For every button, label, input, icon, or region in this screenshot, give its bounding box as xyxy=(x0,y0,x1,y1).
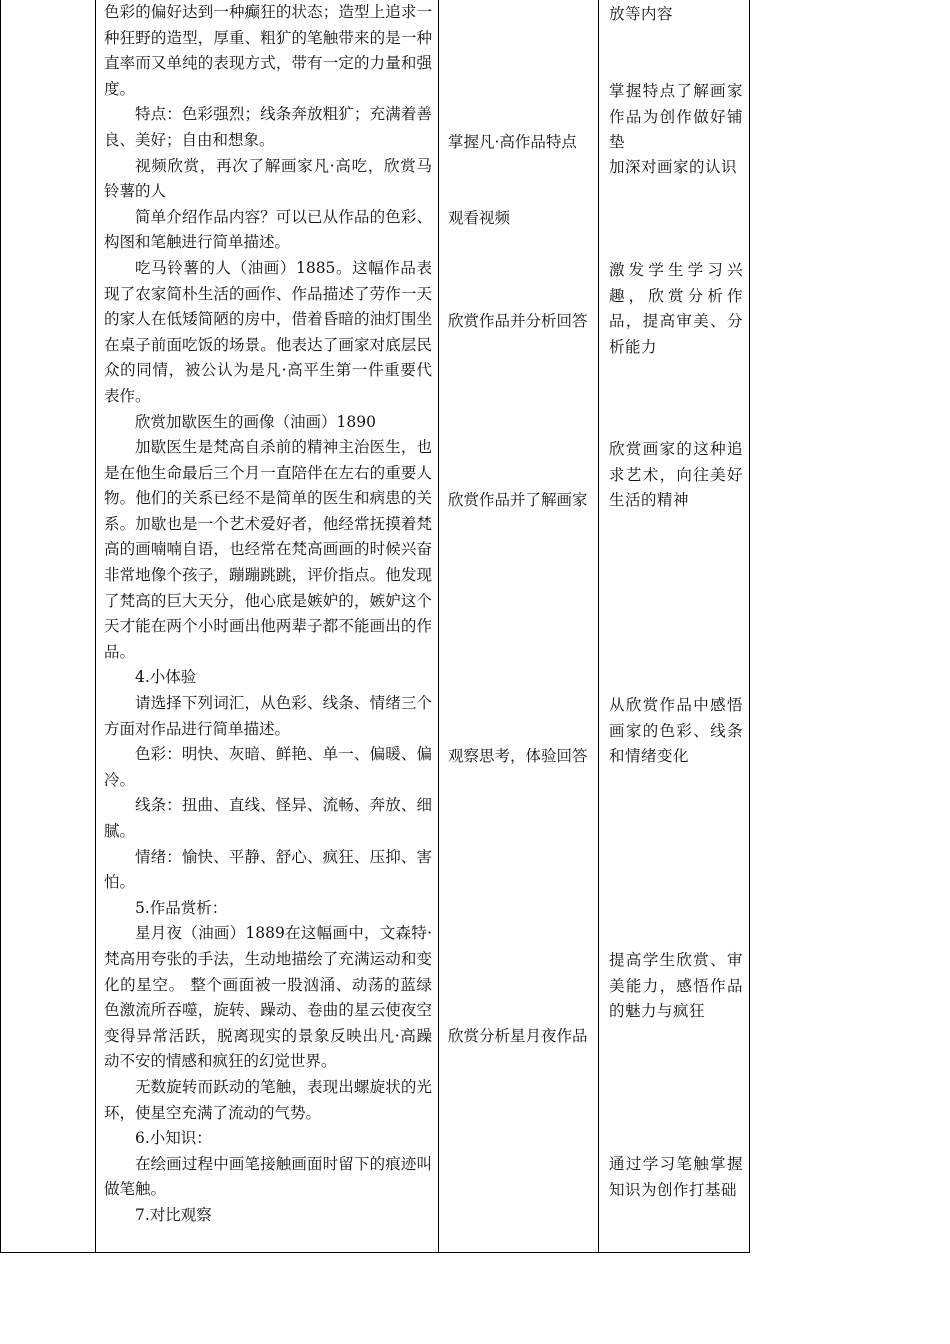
table-border-right xyxy=(749,0,750,1252)
content-paragraph: 情绪：愉快、平静、舒心、疯狂、压抑、害怕。 xyxy=(104,847,432,892)
content-paragraph: 请选择下列词汇，从色彩、线条、情绪三个方面对作品进行简单描述。 xyxy=(104,694,432,738)
content-paragraph: 色彩的偏好达到一种癫狂的状态；造型上追求一种狂野的造型，厚重、粗犷的笔触带来的是一种直率而又单纯的表现方式，带有一定的力量和强度。 xyxy=(104,3,432,98)
section-heading: 6.小知识： xyxy=(135,1129,212,1148)
content-paragraph: 在绘画过程中画笔接触画面时留下的痕迹叫做笔触。 xyxy=(104,1154,432,1199)
section-heading: 7.对比观察 xyxy=(135,1205,212,1224)
section-heading: 5.作品赏析： xyxy=(135,898,228,917)
teaching-content-column xyxy=(104,0,432,1229)
design-intent-column xyxy=(609,0,743,1252)
content-paragraph: 星月夜（油画）1889在这幅画中，文森特·梵高用夸张的手法，生动地描绘了充满运动和变化的星空。 整个画面被一股汹涌、动荡的蓝绿色激流所吞噬，旋转、躁动、卷曲的星云使夜空变得异常活跃，脱离现实的景象反映出凡·高躁动不安的情感和疯狂的幻觉世界。 xyxy=(104,924,432,1071)
table-divider-2 xyxy=(438,0,439,1252)
content-paragraph: 线条：扭曲、直线、怪异、流畅、奔放、细腻。 xyxy=(104,796,432,840)
table-divider-3 xyxy=(598,0,599,1252)
content-paragraph: 无数旋转而跃动的笔触，表现出螺旋状的光环，使星空充满了流动的气势。 xyxy=(104,1077,432,1122)
content-paragraph: 吃马铃薯的人（油画）1885。这幅作品表现了农家简朴生活的画作、作品描述了劳作一天的家人在低矮简陋的房中，借着昏暗的油灯围坐在桌子前面吃饭的场景。他表达了画家对底层民众的同情，被公认为是凡·高平生第一件重要代表作。 xyxy=(104,258,432,405)
content-paragraph: 色彩：明快、灰暗、鲜艳、单一、偏暖、偏冷。 xyxy=(104,745,432,789)
design-intent: 掌握特点了解画家作品为创作做好铺垫 xyxy=(609,82,743,152)
student-activity: 掌握凡·高作品特点 xyxy=(448,133,577,151)
section-heading: 4.小体验 xyxy=(135,668,197,687)
student-activity: 观察思考，体验回答 xyxy=(448,747,588,765)
student-activity: 欣赏作品并分析回答 xyxy=(448,312,588,330)
student-activity: 观看视频 xyxy=(448,209,511,227)
content-paragraph: 视频欣赏，再次了解画家凡·高吃，欣赏马铃薯的人 xyxy=(104,156,432,201)
design-intent: 激发学生学习兴趣，欣赏分析作品，提高审美、分析能力 xyxy=(609,261,743,356)
table-border-left xyxy=(0,0,1,1252)
design-intent: 加深对画家的认识 xyxy=(609,158,738,176)
student-activity: 欣赏作品并了解画家 xyxy=(448,491,588,509)
content-paragraph: 加歇医生是梵高自杀前的精神主治医生，也是在他生命最后三个月一直陪伴在左右的重要人物。他们的关系已经不是简单的医生和病患的关系。加歇也是一个艺术爱好者，他经常抚摸着梵高的画喃喃自语，也经常在梵高画画的时候兴奋非常地像个孩子，蹦蹦跳跳，评价指点。他发现了梵高的巨大天分，他心底是嫉妒的，嫉妒这个天才能在两个小时画出他两辈子都不能画出的作品。 xyxy=(104,438,432,661)
table-divider-1 xyxy=(95,0,96,1252)
student-activity: 欣赏分析星月夜作品 xyxy=(448,1027,588,1045)
content-paragraph: 特点：色彩强烈；线条奔放粗犷；充满着善良、美好；自由和想象。 xyxy=(104,105,432,149)
design-intent: 从欣赏作品中感悟画家的色彩、线条和情绪变化 xyxy=(609,696,743,766)
content-paragraph: 简单介绍作品内容？可以已从作品的色彩、构图和笔触进行简单描述。 xyxy=(104,207,432,252)
design-intent: 放等内容 xyxy=(609,5,674,23)
design-intent: 欣赏画家的这种追求艺术，向往美好生活的精神 xyxy=(609,440,743,510)
design-intent: 通过学习笔触掌握知识为创作打基础 xyxy=(609,1155,743,1199)
design-intent: 提高学生欣赏、审美能力，感悟作品的魅力与疯狂 xyxy=(609,951,743,1021)
student-activity-column xyxy=(448,0,594,1252)
content-paragraph: 欣赏加歇医生的画像（油画）1890 xyxy=(135,412,376,431)
